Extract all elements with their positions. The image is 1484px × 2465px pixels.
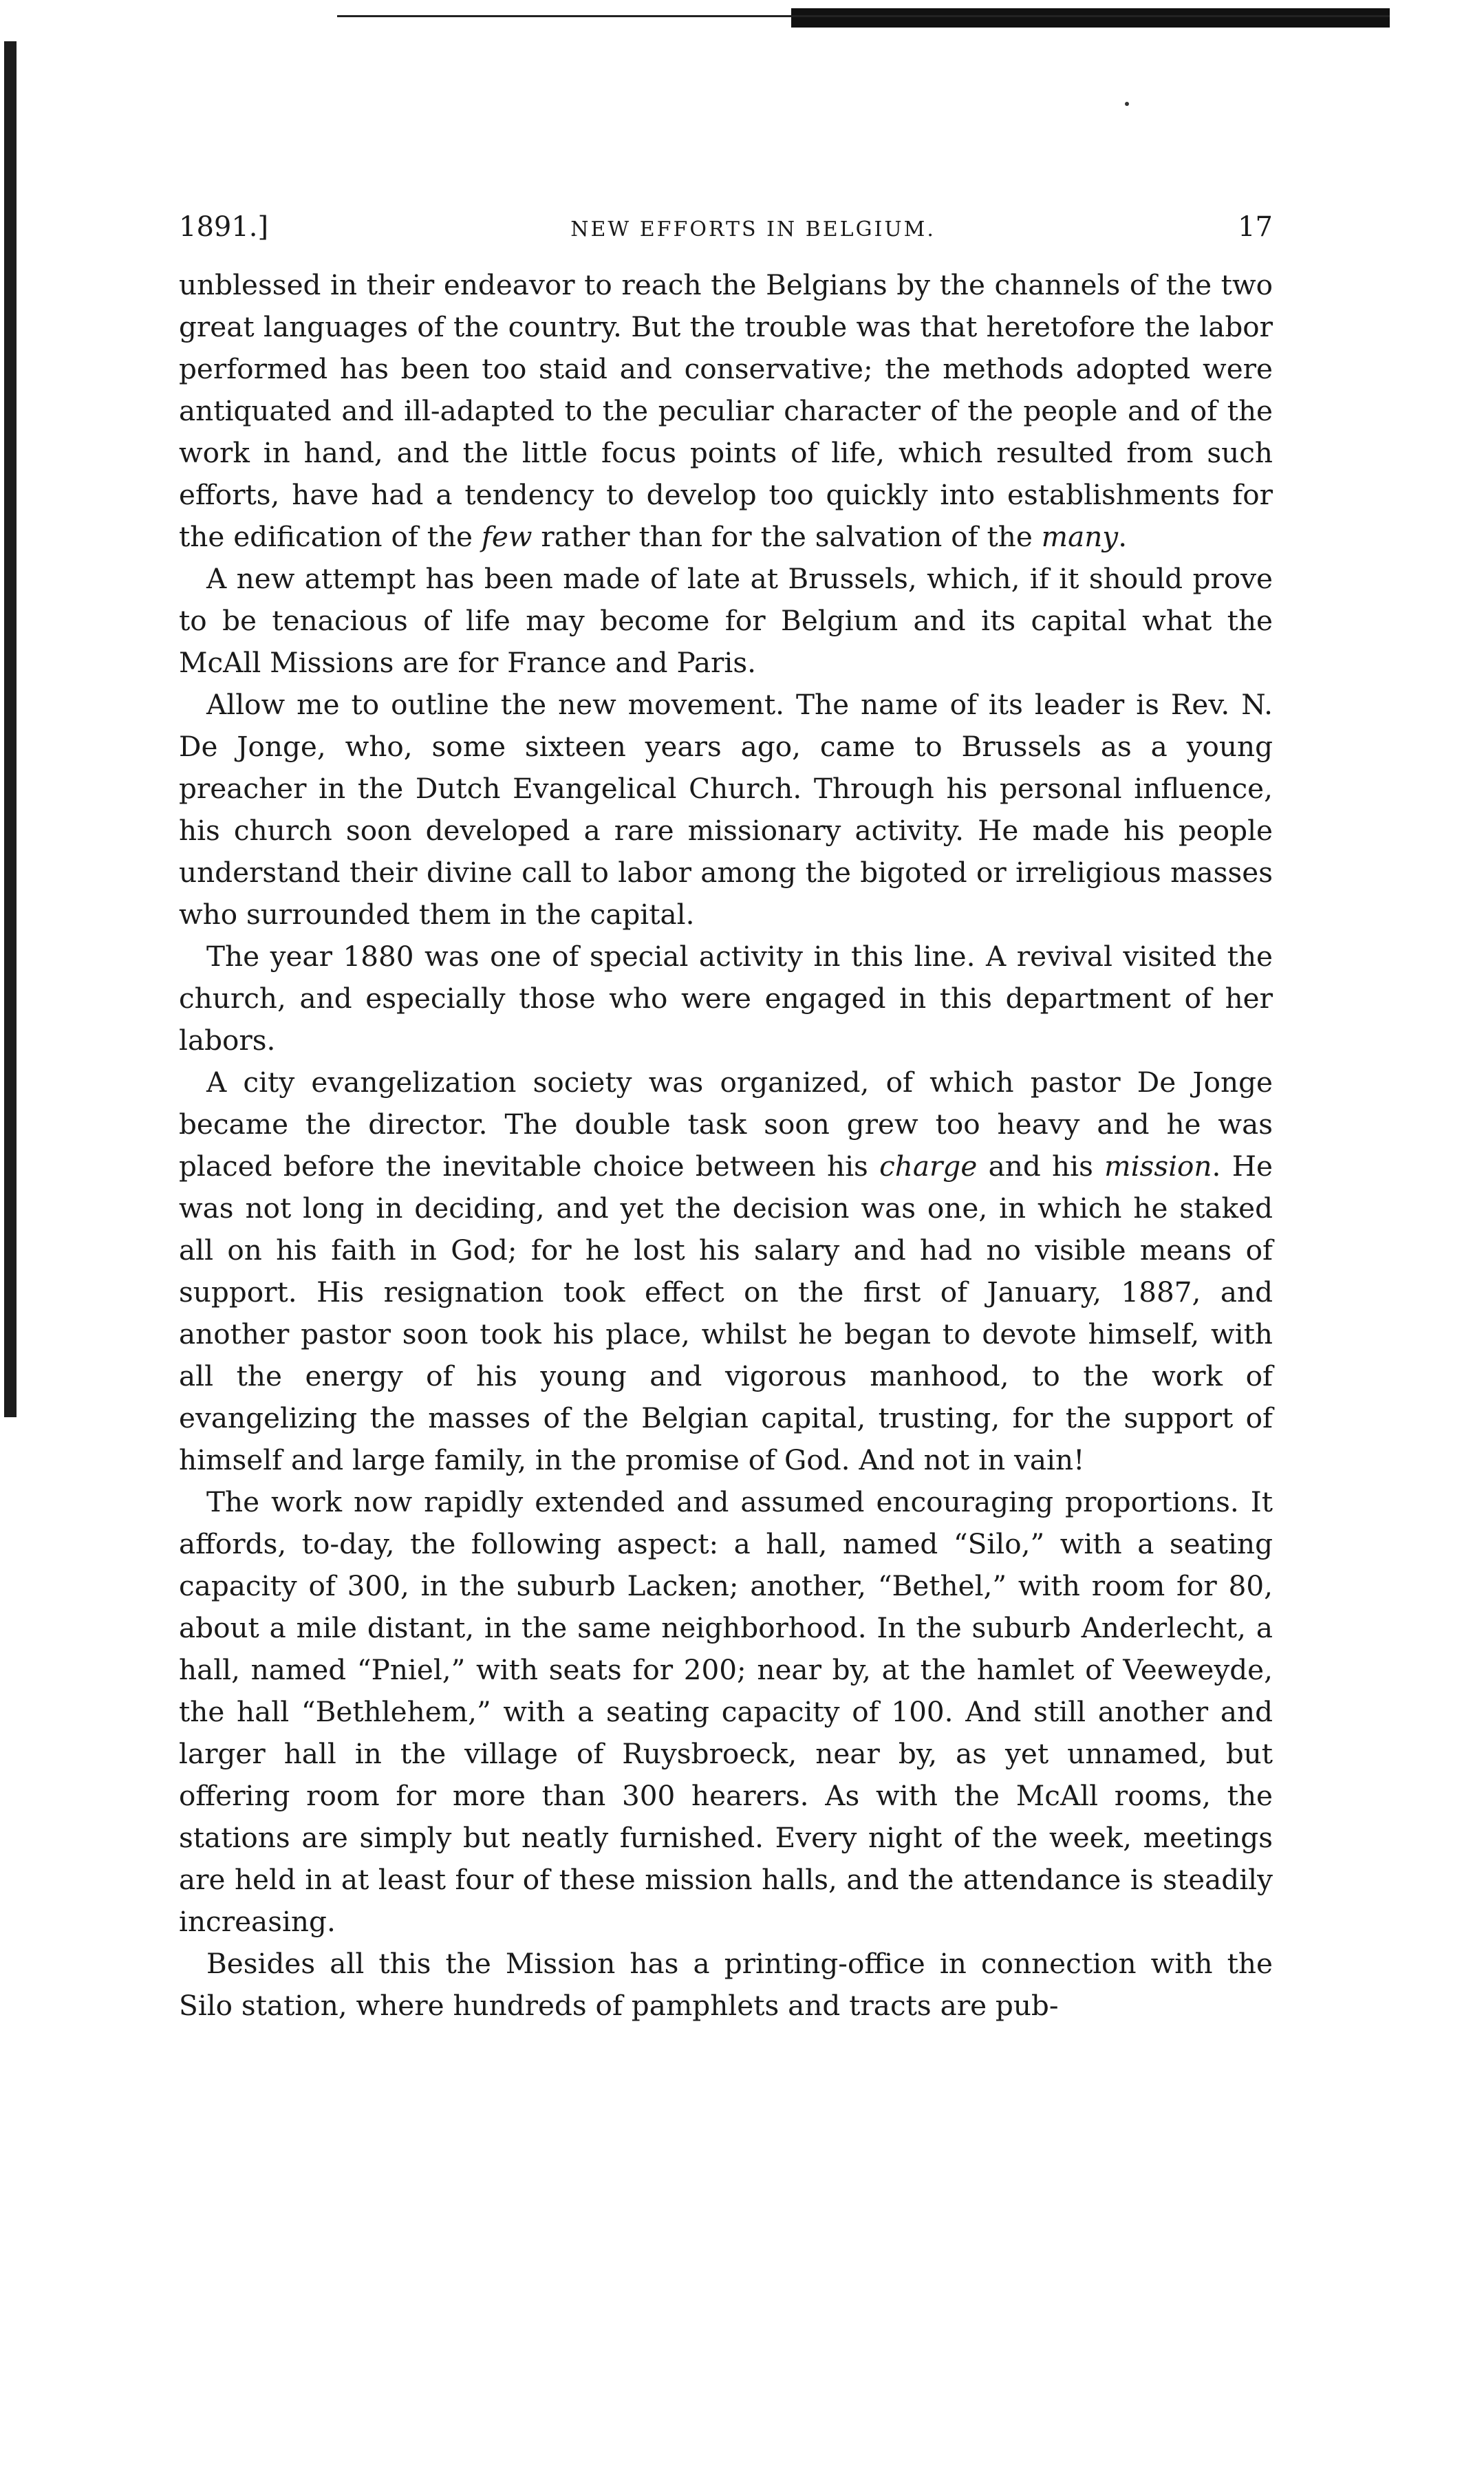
paragraph-7: [179, 1943, 1273, 2027]
italic-text-segment: mission: [1104, 1150, 1212, 1183]
article-body: [179, 264, 1273, 2027]
book-page: [179, 206, 1273, 2027]
paragraph-2: [179, 558, 1273, 684]
paragraph-3: [179, 684, 1273, 936]
text-segment: Besides all this the Mission has a printing-office in connection with the Silo station, where hundreds of pamphlets and tracts are pub-: [179, 1947, 1273, 2022]
text-segment: A city evangelization society was organized, of which pastor De Jonge became the director. The double task soon grew too heavy and he was placed before the inevitable choice between his: [179, 1066, 1273, 1183]
paragraph-5: [179, 1062, 1273, 1481]
scan-left-edge: [4, 41, 17, 1417]
running-head: [179, 206, 1273, 250]
scan-top-rule-heavy: [791, 8, 1390, 28]
running-head-title: NEW EFFORTS IN BELGIUM.: [570, 217, 936, 241]
running-head-year: 1891.]: [179, 211, 269, 243]
text-segment: Allow me to outline the new movement. The name of its leader is Rev. N. De Jonge, who, some sixteen years ago, came to Brussels as a young preacher in the Dutch Evangelical Church. Through his personal influence, his church soon developed a rare missionary activity. He made his people understand their divine call to labor among the bigoted or irreligious masses who surrounded them in the capital.: [179, 688, 1273, 931]
paragraph-4: [179, 936, 1273, 1062]
text-segment: and his: [977, 1150, 1105, 1183]
italic-text-segment: few: [481, 520, 533, 553]
text-segment: The year 1880 was one of special activity in this line. A revival visited the church, and especially those who were engaged in this department of her labors.: [179, 940, 1273, 1057]
text-segment: A new attempt has been made of late at Brussels, which, if it should prove to be tenacious of life may become for Belgium and its capital what the McAll Missions are for France and Paris.: [179, 562, 1273, 679]
paragraph-1: [179, 264, 1273, 558]
text-segment: .: [1118, 520, 1128, 553]
paragraph-6: [179, 1481, 1273, 1943]
text-segment: unblessed in their endeavor to reach the Belgians by the channels of the two great languages of the country. But the trouble was that heretofore the labor performed has been too staid and conservative; the methods adopted were antiquated and ill-adapted to the peculiar character of the people and of the work in hand, and the little focus points of life, which resulted from such efforts, have had a tendency to develop too quickly into establishments for the edification of the: [179, 268, 1273, 553]
scan-top-rule: [337, 15, 1390, 17]
text-segment: rather than for the salvation of the: [532, 520, 1042, 553]
text-segment: The work now rapidly extended and assumed encouraging proportions. It affords, to-day, the following aspect: a hall, named “Silo,” with a seating capacity of 300, in the suburb Lacken; another, “Bethel,” with room for 80, about a mile distant, in the same neighborhood. In the suburb Anderlecht, a hall, named “Pniel,” with seats for 200; near by, at the hamlet of Veeweyde, the hall “Bethlehem,” with a seating capacity of 100. And still another and larger hall in the village of Ruysbroeck, near by, as yet unnamed, but offering room for more than 300 hearers. As with the McAll rooms, the stations are simply but neatly furnished. Every night of the week, meetings are held in at least four of these mission halls, and the attendance is steadily increasing.: [179, 1485, 1273, 1938]
scan-speck: [1125, 102, 1129, 106]
page-number: 17: [1238, 211, 1273, 243]
text-segment: . He was not long in deciding, and yet the decision was one, in which he staked all on his faith in God; for he lost his salary and had no visible means of support. His resignation took effect on the first of January, 1887, and another pastor soon took his place, whilst he began to devote himself, with all the energy of his young and vigorous manhood, to the work of evangelizing the masses of the Belgian capital, trusting, for the support of himself and large family, in the promise of God. And not in vain!: [179, 1150, 1273, 1476]
italic-text-segment: charge: [879, 1150, 978, 1183]
italic-text-segment: many: [1041, 520, 1119, 553]
